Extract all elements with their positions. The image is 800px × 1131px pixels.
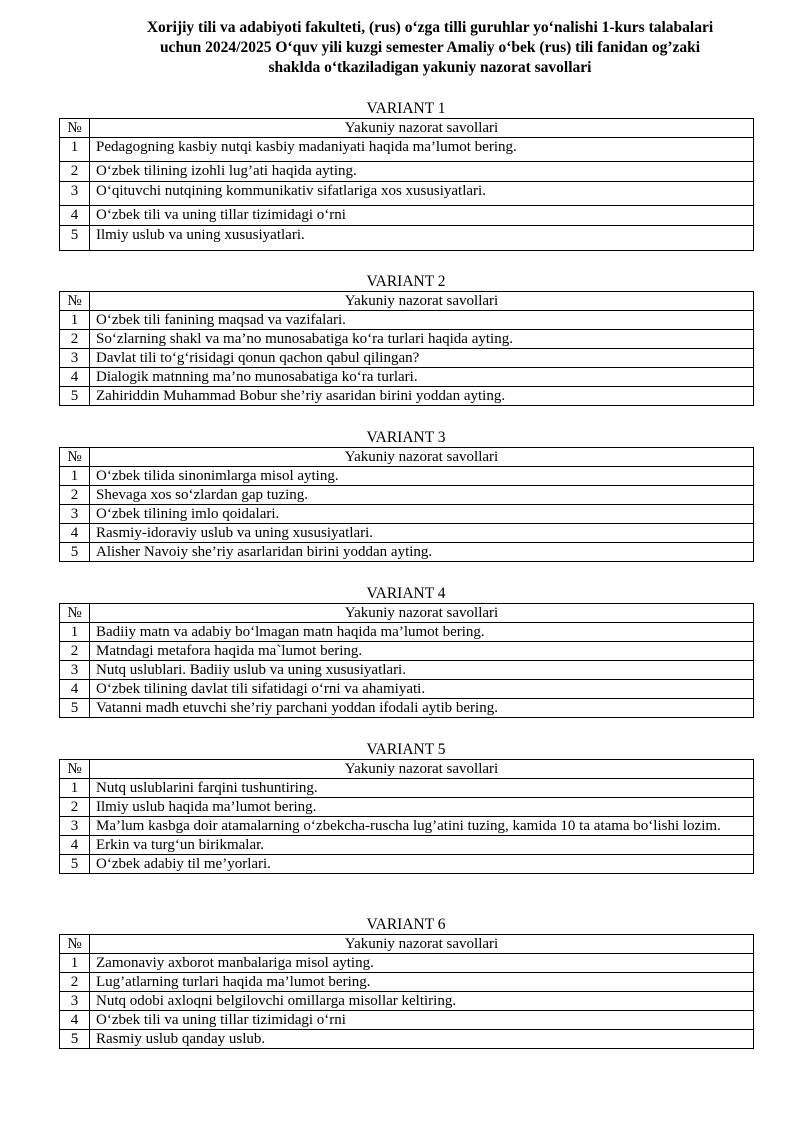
variant-6-table	[59, 934, 754, 1049]
question-number: 5	[60, 226, 90, 251]
number-column-header: №	[60, 448, 90, 467]
question-number: 3	[60, 992, 90, 1011]
title-line-3: shaklda o‘tkaziladigan yakuniy nazorat savollari	[268, 59, 592, 76]
questions-column-header: Yakuniy nazorat savollari	[90, 935, 754, 954]
number-column-header: №	[60, 292, 90, 311]
question-text: Badiiy matn va adabiy bo‘lmagan matn haqida ma’lumot bering.	[90, 623, 754, 642]
question-number: 2	[60, 486, 90, 505]
question-number: 3	[60, 817, 90, 836]
table-row	[60, 623, 754, 642]
question-number: 1	[60, 779, 90, 798]
table-row	[60, 387, 754, 406]
table-row	[60, 311, 754, 330]
question-number: 2	[60, 330, 90, 349]
variant-2-section	[59, 273, 753, 406]
question-number: 2	[60, 642, 90, 661]
table-row	[60, 973, 754, 992]
question-text: O‘zbek tilida sinonimlarga misol ayting.	[90, 467, 754, 486]
table-row	[60, 798, 754, 817]
questions-column-header: Yakuniy nazorat savollari	[90, 448, 754, 467]
question-text: Erkin va turg‘un birikmalar.	[90, 836, 754, 855]
table-row	[60, 349, 754, 368]
variant-2-title: VARIANT 2	[366, 273, 446, 290]
variant-3-title: VARIANT 3	[366, 429, 446, 446]
table-header-row	[60, 604, 754, 623]
table-row	[60, 330, 754, 349]
table-row	[60, 779, 754, 798]
question-text: Ilmiy uslub va uning xususiyatlari.	[90, 226, 754, 251]
question-text: O‘zbek tilining izohli lug’ati haqida ayting.	[90, 162, 754, 182]
table-row	[60, 1030, 754, 1049]
title-line-1: Xorijiy tili va adabiyoti fakulteti, (rus) o‘zga tilli guruhlar yo‘nalishi 1-kurs talabalari	[146, 19, 714, 36]
table-row	[60, 992, 754, 1011]
questions-column-header: Yakuniy nazorat savollari	[90, 760, 754, 779]
number-column-header: №	[60, 604, 90, 623]
question-number: 1	[60, 138, 90, 162]
question-text: Nutq uslublari. Badiiy uslub va uning xususiyatlari.	[90, 661, 754, 680]
question-number: 4	[60, 524, 90, 543]
table-row	[60, 226, 754, 251]
table-row	[60, 467, 754, 486]
variant-2-table	[59, 291, 754, 406]
question-text: Matndagi metafora haqida ma`lumot bering.	[90, 642, 754, 661]
question-text: Nutq odobi axloqni belgilovchi omillarga misollar keltiring.	[90, 992, 754, 1011]
question-text: Shevaga xos so‘zlardan gap tuzing.	[90, 486, 754, 505]
table-row	[60, 524, 754, 543]
question-text: Pedagogning kasbiy nutqi kasbiy madaniyati haqida ma’lumot bering.	[90, 138, 754, 162]
variant-1-table	[59, 118, 754, 251]
question-number: 1	[60, 467, 90, 486]
question-text: Lug’atlarning turlari haqida ma’lumot bering.	[90, 973, 754, 992]
question-number: 4	[60, 1011, 90, 1030]
question-number: 1	[60, 954, 90, 973]
question-number: 4	[60, 680, 90, 699]
number-column-header: №	[60, 935, 90, 954]
question-text: Zamonaviy axborot manbalariga misol ayting.	[90, 954, 754, 973]
table-header-row	[60, 760, 754, 779]
table-row	[60, 138, 754, 162]
table-row	[60, 162, 754, 182]
table-row	[60, 182, 754, 206]
variant-3-table	[59, 447, 754, 562]
table-row	[60, 642, 754, 661]
question-text: Zahiriddin Muhammad Bobur she’riy asaridan birini yoddan ayting.	[90, 387, 754, 406]
question-number: 1	[60, 311, 90, 330]
table-header-row	[60, 292, 754, 311]
question-number: 4	[60, 206, 90, 226]
table-row	[60, 368, 754, 387]
question-text: Nutq uslublarini farqini tushuntiring.	[90, 779, 754, 798]
questions-column-header: Yakuniy nazorat savollari	[90, 292, 754, 311]
question-text: O‘zbek tili va uning tillar tizimidagi o‘rni	[90, 206, 754, 226]
variant-5-section	[59, 741, 753, 874]
question-number: 4	[60, 836, 90, 855]
question-number: 5	[60, 855, 90, 874]
question-text: So‘zlarning shakl va ma’no munosabatiga ko‘ra turlari haqida ayting.	[90, 330, 754, 349]
number-column-header: №	[60, 760, 90, 779]
question-number: 2	[60, 798, 90, 817]
question-text: Vatanni madh etuvchi she’riy parchani yoddan ifodali aytib bering.	[90, 699, 754, 718]
question-text: Ma’lum kasbga doir atamalarning o‘zbekcha-ruscha lug’atini tuzing, kamida 10 ta atama bo‘lishi lozim.	[90, 817, 754, 836]
question-number: 5	[60, 387, 90, 406]
questions-column-header: Yakuniy nazorat savollari	[90, 604, 754, 623]
question-text: O‘qituvchi nutqining kommunikativ sifatlariga xos xususiyatlari.	[90, 182, 754, 206]
variant-4-table	[59, 603, 754, 718]
question-text: Rasmiy uslub qanday uslub.	[90, 1030, 754, 1049]
question-text: Rasmiy-idoraviy uslub va uning xususiyatlari.	[90, 524, 754, 543]
variant-4-section	[59, 585, 753, 718]
table-row	[60, 1011, 754, 1030]
variant-5-title: VARIANT 5	[366, 741, 446, 758]
question-number: 5	[60, 1030, 90, 1049]
table-row	[60, 486, 754, 505]
table-row	[60, 505, 754, 524]
table-row	[60, 954, 754, 973]
table-row	[60, 206, 754, 226]
table-header-row	[60, 935, 754, 954]
variant-4-title: VARIANT 4	[366, 585, 446, 602]
question-text: Dialogik matnning ma’no munosabatiga ko‘ra turlari.	[90, 368, 754, 387]
table-header-row	[60, 119, 754, 138]
question-number: 3	[60, 661, 90, 680]
variant-1-title: VARIANT 1	[366, 100, 446, 117]
variant-6-title: VARIANT 6	[366, 916, 446, 933]
document-title	[110, 18, 750, 78]
variant-5-table	[59, 759, 754, 874]
variant-6-section	[59, 916, 753, 1049]
question-number: 2	[60, 973, 90, 992]
question-number: 3	[60, 182, 90, 206]
table-row	[60, 855, 754, 874]
table-row	[60, 836, 754, 855]
question-text: Ilmiy uslub haqida ma’lumot bering.	[90, 798, 754, 817]
question-text: O‘zbek tili fanining maqsad va vazifalari.	[90, 311, 754, 330]
question-number: 3	[60, 505, 90, 524]
table-row	[60, 817, 754, 836]
table-header-row	[60, 448, 754, 467]
table-row	[60, 680, 754, 699]
question-text: O‘zbek tilining davlat tili sifatidagi o‘rni va ahamiyati.	[90, 680, 754, 699]
question-text: Alisher Navoiy she’riy asarlaridan birini yoddan ayting.	[90, 543, 754, 562]
question-number: 3	[60, 349, 90, 368]
title-line-2: uchun 2024/2025 O‘quv yili kuzgi semester Amaliy o‘bek (rus) tili fanidan og’zaki	[159, 39, 701, 56]
question-text: O‘zbek tilining imlo qoidalari.	[90, 505, 754, 524]
question-number: 1	[60, 623, 90, 642]
questions-column-header: Yakuniy nazorat savollari	[90, 119, 754, 138]
question-number: 5	[60, 699, 90, 718]
table-row	[60, 543, 754, 562]
question-number: 4	[60, 368, 90, 387]
question-text: Davlat tili to‘g‘risidagi qonun qachon qabul qilingan?	[90, 349, 754, 368]
number-column-header: №	[60, 119, 90, 138]
table-row	[60, 699, 754, 718]
question-number: 5	[60, 543, 90, 562]
table-row	[60, 661, 754, 680]
question-text: O‘zbek adabiy til me’yorlari.	[90, 855, 754, 874]
question-number: 2	[60, 162, 90, 182]
variant-3-section	[59, 429, 753, 562]
question-text: O‘zbek tili va uning tillar tizimidagi o‘rni	[90, 1011, 754, 1030]
variant-1-section	[59, 100, 753, 251]
